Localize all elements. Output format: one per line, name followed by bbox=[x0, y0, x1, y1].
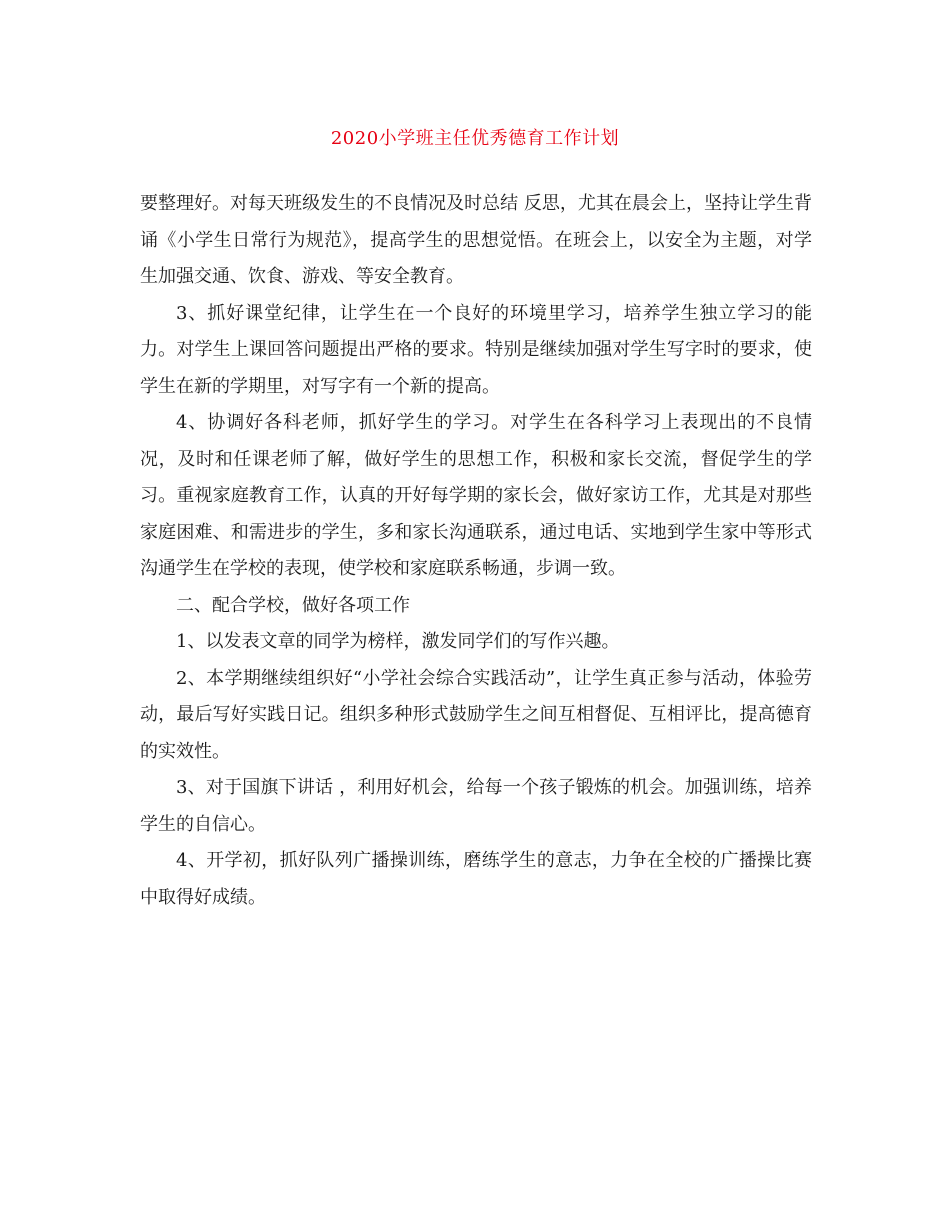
paragraph-item-1-writing-interest: 1、以发表文章的同学为榜样，激发同学们的写作兴趣。 bbox=[176, 631, 620, 652]
paragraph-item-4-broadcast-exercise: 4、开学初，抓好队列广播操训练，磨练学生的意志，力争在全校的广播操比赛中取得好成绩。 bbox=[140, 850, 812, 908]
section-heading-cooperate-school: 二、配合学校，做好各项工作 bbox=[176, 594, 410, 616]
document-body bbox=[140, 186, 812, 916]
paragraph-item-2-practice-activity: 2、本学期继续组织好“小学社会综合实践活动”，让学生真正参与活动，体验劳动，最后写好实践日记。组织多种形式鼓励学生之间互相督促、互相评比，提高德育的实效性。 bbox=[140, 667, 812, 762]
paragraph-item-3-classroom-discipline: 3、抓好课堂纪律，让学生在一个良好的环境里学习，培养学生独立学习的能力。对学生上课回答问题提出严格的要求。特别是继续加强对学生写字时的要求，使学生在新的学期里，对写字有一个新的提高。 bbox=[140, 302, 812, 397]
paragraph-item-3-flag-speech: 3、对于国旗下讲话 ，利用好机会，给每一个孩子锻炼的机会。加强训练，培养学生的自信心。 bbox=[140, 777, 812, 835]
paragraph-continuation: 要整理好。对每天班级发生的不良情况及时总结 反思，尤其在晨会上，坚持让学生背诵《小学生日常行为规范》，提高学生的思想觉悟。在班会上，以安全为主题，对学生加强交通、饮食、游戏、等安全教育。 bbox=[140, 193, 812, 287]
paragraph-item-4-coordinate-teachers: 4、协调好各科老师，抓好学生的学习。对学生在各科学习上表现出的不良情况，及时和任课老师了解，做好学生的思想工作，积极和家长交流，督促学生的学习。重视家庭教育工作，认真的开好每学期的家长会，做好家访工作，尤其是对那些家庭困难、和需进步的学生，多和家长沟通联系，通过电话、实地到学生家中等形式沟通学生在学校的表现，使学校和家庭联系畅通，步调一致。 bbox=[140, 412, 812, 579]
document-title: 2020小学班主任优秀德育工作计划 bbox=[330, 128, 620, 149]
